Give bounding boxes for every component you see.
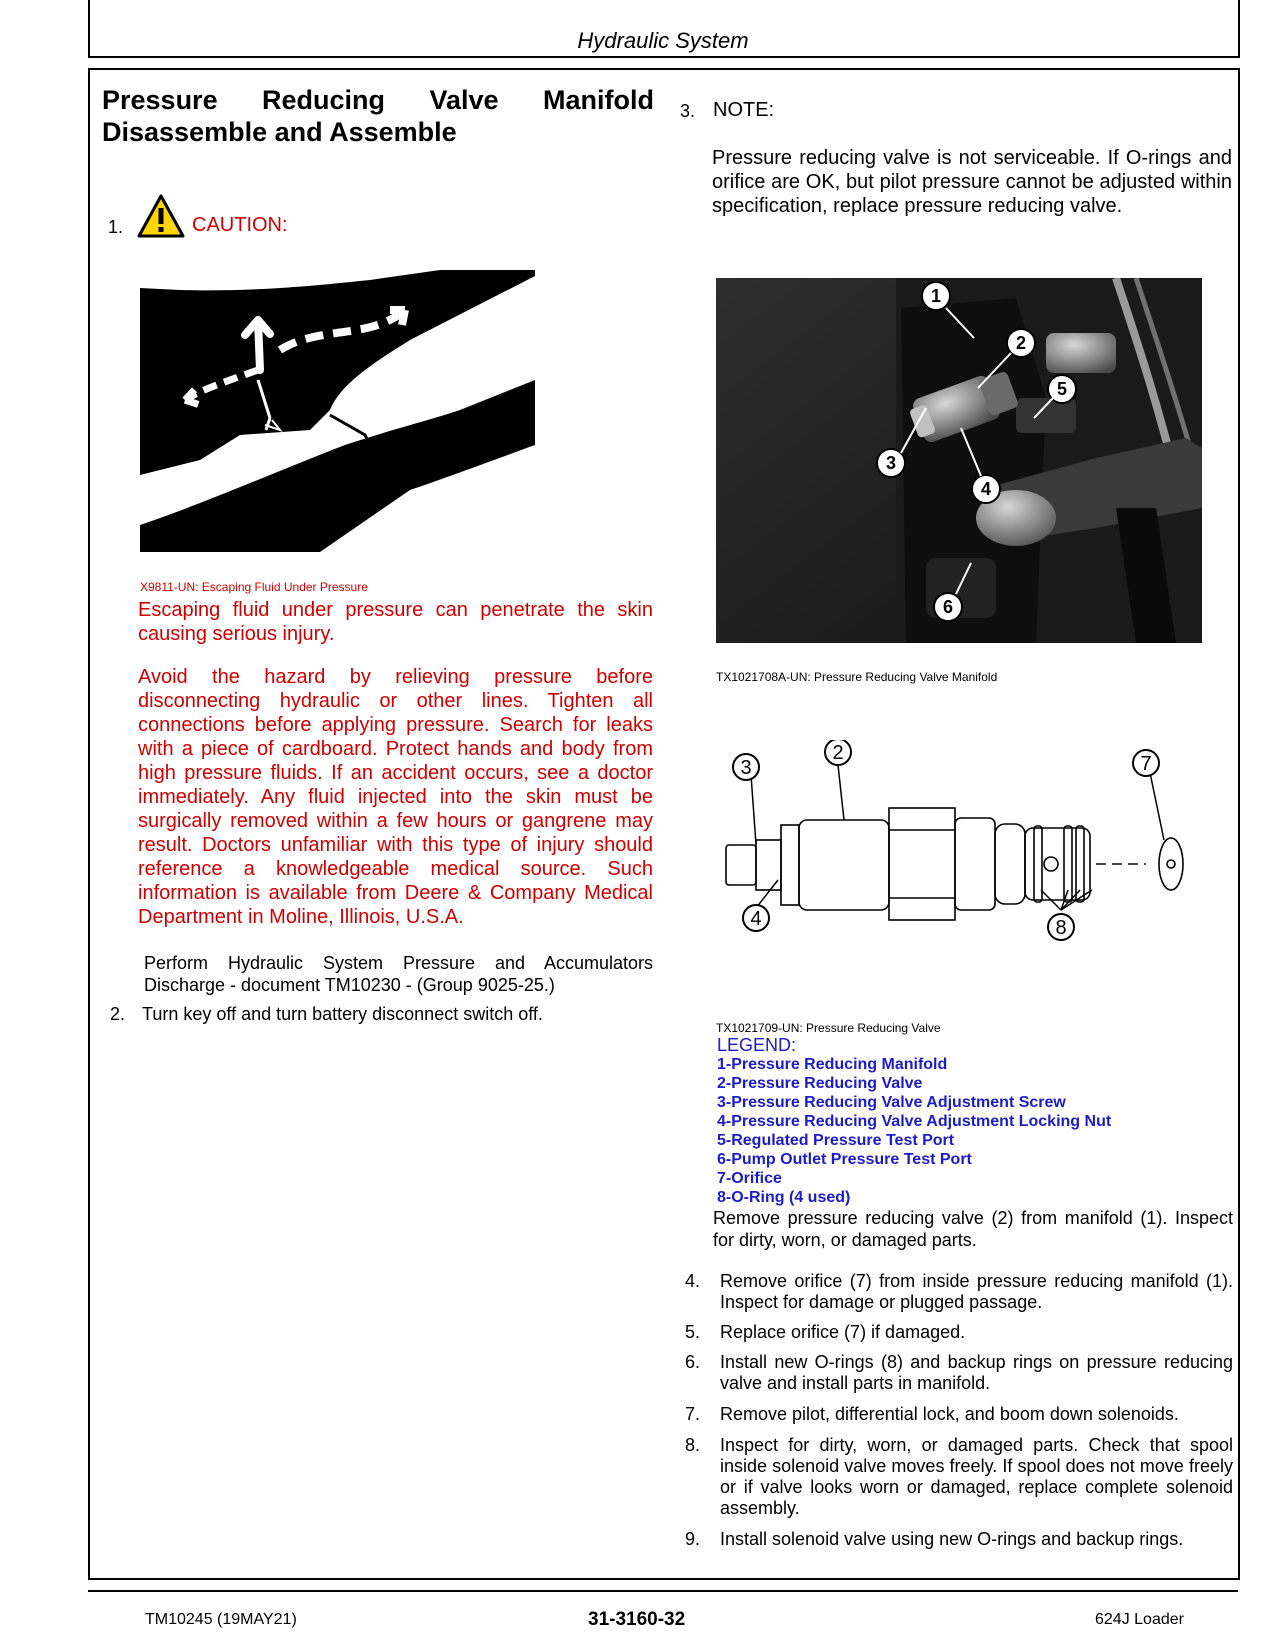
step-text: Remove orifice (7) from inside pressure reducing manifold (1). Inspect for damage or plugged passage.: [720, 1271, 1233, 1312]
footer-doc-id: TM10245 (19MAY21): [145, 1611, 297, 1628]
step-number: 8.: [685, 1435, 701, 1455]
step-number: 4.: [685, 1271, 701, 1291]
legend-item: 3-Pressure Reducing Valve Adjustment Screw: [717, 1094, 1066, 1111]
photo-callout: 6: [942, 597, 954, 617]
step-text: Inspect for dirty, worn, or damaged parts. Check that spool inside solenoid valve moves freely. If spool does not move freely or if valve looks worn or damaged, replace complete solenoid assembly.: [720, 1435, 1233, 1518]
step-number: 1.: [108, 217, 124, 237]
step-text: Replace orifice (7) if damaged.: [720, 1322, 966, 1342]
valve-line-diagram: [716, 740, 1216, 965]
photo-callout: 5: [1056, 379, 1068, 399]
caution-label: CAUTION:: [192, 214, 288, 236]
escaping-fluid-illustration: [140, 270, 535, 552]
step-number: 5.: [685, 1322, 701, 1342]
step-number: 3.: [680, 101, 696, 121]
step-number: 9.: [685, 1529, 701, 1549]
diagram-callout: 2: [832, 742, 844, 764]
step-number: 6.: [685, 1352, 701, 1372]
diagram-callout: 8: [1055, 917, 1067, 939]
photo-callout: 3: [885, 453, 897, 473]
step-number: 2.: [110, 1004, 126, 1024]
caution-paragraph-2: Avoid the hazard by relieving pressure before disconnecting hydraulic or other lines. Tighten all connections before applying pressure. Search for leaks with a piece of cardboard. Protect hands and body from high pressure fluids. If an accident occurs, see a doctor immediately. Any fluid injected into the skin must be surgically removed within a few hours or gangrene may result. Doctors unfamiliar with this type of injury should reference a knowledgeable medical source. Such information is available from Deere & Company Medical Department in Moline, Illinois, U.S.A.: [138, 666, 653, 928]
legend-item: 7-Orifice: [717, 1170, 782, 1187]
photo-callout: 4: [980, 479, 992, 499]
step-9: [685, 1529, 1233, 1550]
step-6: [685, 1352, 1233, 1394]
step-text: Install solenoid valve using new O-rings and backup rings.: [720, 1529, 1184, 1549]
footer-model: 624J Loader: [1095, 1611, 1184, 1628]
diagram-callout: 7: [1140, 753, 1152, 775]
step-text: Remove pilot, differential lock, and boom down solenoids.: [720, 1404, 1179, 1424]
step-4: [685, 1271, 1233, 1313]
photo-caption: TX1021708A-UN: Pressure Reducing Valve Manifold: [716, 670, 998, 684]
photo-callout: 2: [1015, 333, 1027, 353]
step-text: Install new O-rings (8) and backup rings on pressure reducing valve and install parts in manifold.: [720, 1352, 1233, 1393]
step-number: 7.: [685, 1404, 701, 1424]
page-title-line2: Disassemble and Assemble: [102, 117, 457, 147]
legend-item: 1-Pressure Reducing Manifold: [717, 1056, 948, 1073]
caution-figure-caption: X9811-UN: Escaping Fluid Under Pressure: [140, 580, 368, 594]
footer-page-number: 31-3160-32: [588, 1609, 686, 1630]
step-7: [685, 1404, 1233, 1425]
legend-item: 2-Pressure Reducing Valve: [717, 1075, 923, 1092]
remove-valve-text: Remove pressure reducing valve (2) from manifold (1). Inspect for dirty, worn, or damaged parts.: [713, 1208, 1233, 1250]
page-title: [102, 84, 654, 148]
photo-callout: 1: [930, 286, 942, 306]
warning-triangle-icon: [136, 193, 186, 239]
diagram-callout: 3: [740, 757, 752, 779]
legend-list: [717, 1055, 1111, 1207]
page-title-line1: Pressure Reducing Valve Manifold: [102, 85, 654, 115]
diagram-caption: TX1021709-UN: Pressure Reducing Valve: [716, 1021, 941, 1035]
section-title: Hydraulic System: [577, 28, 749, 53]
footer-rule: [88, 1590, 1238, 1592]
legend-item: 4-Pressure Reducing Valve Adjustment Locking Nut: [717, 1113, 1112, 1130]
step-text: Turn key off and turn battery disconnect switch off.: [142, 1004, 543, 1024]
caution-paragraph-1: Escaping fluid under pressure can penetrate the skin causing serious injury.: [138, 599, 653, 645]
legend-title: LEGEND:: [717, 1035, 797, 1055]
legend-item: 5-Regulated Pressure Test Port: [717, 1132, 955, 1149]
manifold-photo: [716, 278, 1202, 643]
legend-item: 8-O-Ring (4 used): [717, 1189, 851, 1206]
perform-discharge-text: Perform Hydraulic System Pressure and Accumulators Discharge - document TM10230 - (Group 9025-25.): [144, 953, 653, 995]
step-5: [685, 1322, 1233, 1343]
note-label: NOTE:: [713, 99, 775, 121]
note-text: Pressure reducing valve is not serviceable. If O-rings and orifice are OK, but pilot pressure cannot be adjusted within specification, replace pressure reducing valve.: [712, 147, 1232, 217]
diagram-callout: 4: [750, 908, 762, 930]
step-2: [110, 1004, 543, 1025]
step-8: [685, 1435, 1233, 1519]
legend-item: 6-Pump Outlet Pressure Test Port: [717, 1151, 972, 1168]
